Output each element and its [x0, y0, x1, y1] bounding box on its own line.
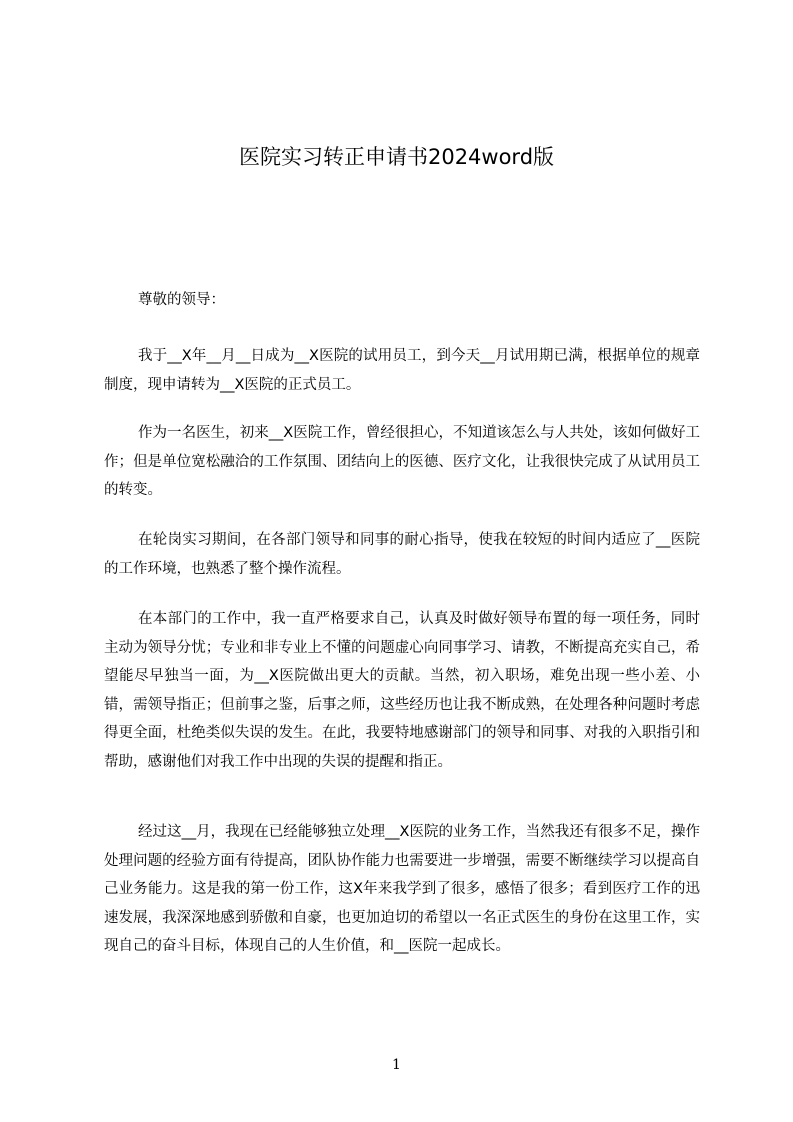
- paragraph-1: 我于__X年__月__日成为__X医院的试用员工，到今天__月试用期已满，根据单位的规章制度，现申请转为__X医院的正式员工。: [104, 348, 700, 393]
- greeting: 尊敬的领导：: [138, 292, 225, 308]
- document-title: 医院实习转正申请书2024word版: [238, 145, 555, 169]
- paragraph-3: 在轮岗实习期间，在各部门领导和同事的耐心指导，使我在较短的时间内适应了__医院的工作环境，也熟悉了整个操作流程。: [104, 532, 700, 577]
- paragraph-5: 经过这__月，我现在已经能够独立处理__X医院的业务工作，当然我还有很多不足，操作处理问题的经验方面有待提高，团队协作能力也需要进一步增强，需要不断继续学习以提高自己业务能力。这是我的第一份工作，这X年来我学到了很多，感悟了很多；看到医疗工作的迅速发展，我深深地感到骄傲和自豪，也更加迫切的希望以一名正式医生的身份在这里工作，实现自己的奋斗目标，体现自己的人生价值，和__医院一起成长。: [104, 824, 700, 954]
- paragraph-2: 作为一名医生，初来__X医院工作，曾经很担心，不知道该怎么与人共处，该如何做好工作；但是单位宽松融洽的工作氛围、团结向上的医德、医疗文化，让我很快完成了从试用员工的转变。: [104, 425, 700, 498]
- paragraph-4: 在本部门的工作中，我一直严格要求自己，认真及时做好领导布置的每一项任务，同时主动为领导分忧；专业和非专业上不懂的问题虚心向同事学习、请教，不断提高充实自己，希望能尽早独当一面，为__X医院做出更大的贡献。当然，初入职场，难免出现一些小差、小错，需领导指正；但前事之鉴，后事之师，这些经历也让我不断成熟，在处理各种问题时考虑得更全面，杜绝类似失误的发生。在此，我要特地感谢部门的领导和同事、对我的入职指引和帮助，感谢他们对我工作中出现的失误的提醒和指正。: [104, 611, 700, 770]
- page-number: 1: [392, 1057, 401, 1073]
